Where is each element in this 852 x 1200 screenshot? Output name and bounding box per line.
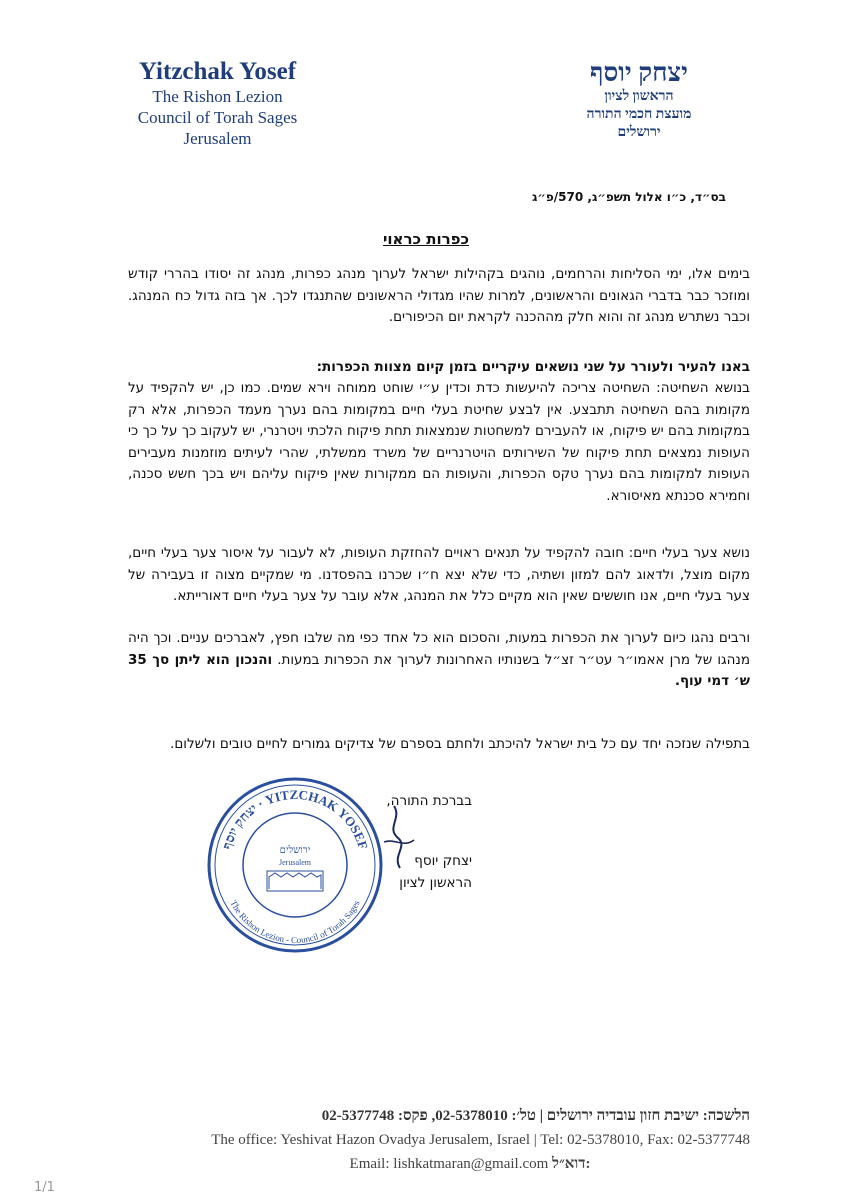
paragraph-money-bold: והנכון הוא ליתן סך 35 ש׳ דמי עוף. (128, 651, 750, 689)
paragraph-slaughter: בנושא השחיטה: השחיטה צריכה להיעשות כדת וכדין ע״י שוחט ממוחה וירא שמים. כמו כן, יש להקפיד על מקומות בהם השחיטה תתבצע. אין לבצע שחיטת בעלי חיים במקומות בהם נערך מעמד הכפרות, אלא רק במקומות בהם יש פיקוח, או להעבירם למשחטות שנמצאות תחת פיקוח הלכתי ויטרנרי, יש לעקוב כך על כך כי העופות נמצאים תחת פיקוח של השירותים הויטרנריים של משרד ממשלתי, שהרי לעיתים מוזמנות מעבירים העופות למקומות בהם נערך טקס הכפרות, והעופות הם ממקורות שאין פיקוח עליהם ויש בכך חשש סכנה, וחמירא סכנתא מאיסורא. (128, 380, 750, 504)
paragraph-blessing: בתפילה שנזכה יחד עם כל בית ישראל להיכתב ולחתם בספרם של צדיקים גמורים לחיים טובים ולשלום. (170, 736, 750, 752)
letterhead-english-line2: Council of Torah Sages (137, 108, 298, 127)
svg-text:ירושלים: ירושלים (279, 845, 311, 856)
letterhead-hebrew-line3: ירושלים (617, 125, 661, 140)
letterhead-english-line1: The Rishon Lezion (152, 87, 283, 106)
signoff-greeting: בברכת התורה, (386, 793, 472, 809)
letter-title: כפרות כראוי (382, 230, 470, 248)
page-counter: 1/1 (34, 1180, 55, 1195)
signoff-name: יצחק יוסף (414, 853, 472, 869)
svg-text:Jerusalem: Jerusalem (279, 858, 311, 867)
letterhead-hebrew-name: יצחק יוסף (590, 58, 688, 87)
letterhead-hebrew-line2: מועצת חכמי התורה (586, 107, 692, 122)
official-seal-stamp (205, 775, 385, 955)
letter-footer (110, 1104, 750, 1176)
paragraph-money (128, 628, 750, 693)
letterhead-english (110, 58, 325, 149)
svg-text:יצחק יוסף · YITZCHAK YOSEF: יצחק יוסף · YITZCHAK YOSEF (219, 786, 371, 851)
paragraph-animal-welfare: נושא צער בעלי חיים: חובה להקפיד על תנאים ראויים להחזקת העופות, לא לעבור על איסור צער בעלי חיים, מקום מוצל, ולדאוג להם למזון ושתיה, כדי שלא יצא ח״ו שכרנו בהפסדנו. מי שמקיים מצוה זו בעבירה של צער בעלי חיים, אנו חוששים שאין הוא מקיים כלל את המנהג, אלא עובר על צער בעלי חיים דאורייתא. (128, 545, 750, 604)
letterhead-hebrew-line1: הראשון לציון (604, 89, 674, 104)
paragraph-heading: באנו להעיר ולעורר על שני נושאים עיקריים בזמן קיום מצוות הכפרות: (316, 359, 750, 375)
footer-hebrew-contact: הלשכה: ישיבת חזון עובדיה ירושלים | טל׳: 02-5378010, פקס: 02-5377748 (321, 1108, 750, 1124)
paragraph-intro: בימים אלו, ימי הסליחות והרחמים, נוהגים בקהילות ישראל לערוך מנהג כפרות, מנהג זה יסודו בהררי קודש ומוזכר כבר בדברי הגאונים והראשונים, למרות שהיו מגדולי הראשונים שהתנגדו לכך. אך בזה גדול כח המנהג. וכבר נשתרש מנהג זה והוא חלק מההכנה לקראת יום הכיפורים. (128, 266, 750, 325)
svg-text:The Rishon Lezion - Council of: The Rishon Lezion - Council of Torah Sages (228, 898, 362, 946)
letterhead-english-line3: Jerusalem (183, 129, 252, 148)
footer-email-value: Email: lishkatmaran@gmail.com (349, 1156, 549, 1172)
letterhead-hebrew (554, 58, 724, 142)
footer-email-label: דוא״ל: (552, 1156, 591, 1172)
paragraph-money-text: ורבים נהגו כיום לערוך את הכפרות במעות, והסכום הוא כל אחד כפי מה שלבו חפץ, לאברכים עניים. וכך היה מנהגו של מרן אאמו״ר עט״ר זצ״ל בשנותיו האחרונות לערוך את הכפרות במעות. (128, 630, 750, 668)
signoff-title: הראשון לציון (399, 875, 472, 891)
dateline: בס״ד, כ״ו אלול תשפ״ג, 570/פ״ג (532, 190, 726, 204)
footer-english-contact: The office: Yeshivat Hazon Ovadya Jerusalem, Israel | Tel: 02-5378010, Fax: 02-5377748 (211, 1132, 750, 1148)
footer-email (110, 1152, 750, 1176)
letterhead-english-name: Yitzchak Yosef (138, 58, 297, 85)
